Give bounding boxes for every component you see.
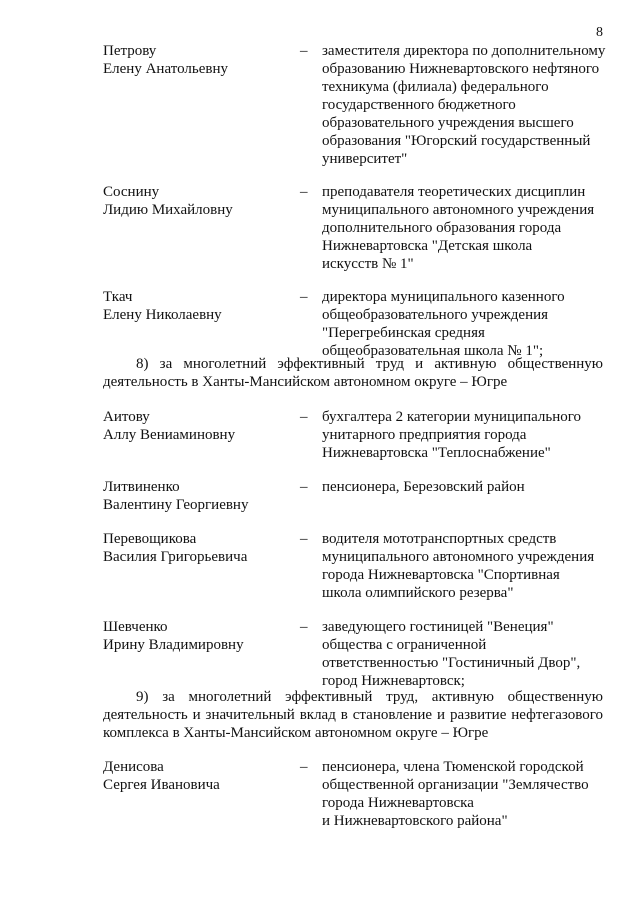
dash-separator: – (300, 531, 308, 547)
desc-line: пенсионера, Березовский район (322, 479, 525, 495)
position-description (322, 478, 612, 496)
person-name (103, 478, 298, 514)
given-names: Ирину Владимировну (103, 637, 244, 653)
clause-8-line-1: 8) за многолетний эффективный труд и активную общественную (136, 356, 603, 372)
given-names: Елену Николаевну (103, 307, 222, 323)
person-name (103, 530, 298, 566)
desc-line: общеобразовательная школа № 1"; (322, 343, 544, 359)
clause-9 (103, 688, 603, 742)
desc-line: общественной организации "Землячество (322, 777, 589, 793)
clause-8-line-2: деятельность в Ханты-Мансийском автономном округе – Югре (103, 374, 508, 390)
surname: Шевченко (103, 619, 168, 635)
desc-line: дополнительного образования города (322, 220, 562, 236)
desc-line: город Нижневартовск; (322, 673, 465, 689)
desc-line: преподавателя теоретических дисциплин (322, 184, 586, 200)
desc-line: общества с ограниченной (322, 637, 487, 653)
desc-line: школа олимпийского резерва" (322, 585, 514, 601)
desc-line: города Нижневартовска (322, 795, 474, 811)
desc-line: университет" (322, 151, 408, 167)
dash-separator: – (300, 43, 308, 59)
desc-line: бухгалтера 2 категории муниципального (322, 409, 582, 425)
position-description (322, 42, 612, 168)
given-names: Аллу Вениаминовну (103, 427, 236, 443)
desc-line: Нижневартовска "Теплоснабжение" (322, 445, 551, 461)
desc-line: образовательного учреждения высшего (322, 115, 574, 131)
desc-line: и Нижневартовского района" (322, 813, 508, 829)
person-name (103, 288, 298, 324)
position-description (322, 530, 612, 602)
surname: Денисова (103, 759, 164, 775)
dash-separator: – (300, 289, 308, 305)
clause-9-line-2: деятельность и значительный вклад в становление и развитие нефтегазового (103, 707, 603, 723)
desc-line: Нижневартовска "Детская школа (322, 238, 533, 254)
desc-line: техникума (филиала) федерального (322, 79, 549, 95)
given-names: Елену Анатольевну (103, 61, 228, 77)
desc-line: "Перегребинская средняя (322, 325, 485, 341)
person-name (103, 183, 298, 219)
desc-line: муниципального автономного учреждения (322, 202, 595, 218)
desc-line: заведующего гостиницей "Венеция" (322, 619, 554, 635)
desc-line: искусств № 1" (322, 256, 414, 272)
position-description (322, 288, 612, 360)
given-names: Сергея Ивановича (103, 777, 220, 793)
dash-separator: – (300, 409, 308, 425)
dash-separator: – (300, 759, 308, 775)
desc-line: муниципального автономного учреждения (322, 549, 595, 565)
clause-9-line-3: комплекса в Ханты-Мансийском автономном округе – Югре (103, 725, 489, 741)
page-number: 8 (596, 25, 603, 40)
clause-9-line-1: 9) за многолетний эффективный труд, активную общественную (136, 689, 603, 705)
desc-line: унитарного предприятия города (322, 427, 527, 443)
clause-8 (103, 355, 603, 391)
given-names: Лидию Михайловну (103, 202, 233, 218)
given-names: Василия Григорьевича (103, 549, 248, 565)
surname: Перевощикова (103, 531, 197, 547)
position-description (322, 758, 612, 830)
person-name (103, 758, 298, 794)
surname: Ткач (103, 289, 133, 305)
surname: Петрову (103, 43, 157, 59)
desc-line: образования "Югорский государственный (322, 133, 591, 149)
position-description (322, 183, 612, 273)
position-description (322, 618, 612, 690)
surname: Соснину (103, 184, 160, 200)
desc-line: пенсионера, члена Тюменской городской (322, 759, 584, 775)
surname: Аитову (103, 409, 150, 425)
desc-line: общеобразовательного учреждения (322, 307, 549, 323)
position-description (322, 408, 612, 462)
desc-line: директора муниципального казенного (322, 289, 565, 305)
dash-separator: – (300, 619, 308, 635)
given-names: Валентину Георгиевну (103, 497, 249, 513)
desc-line: образованию Нижневартовского нефтяного (322, 61, 600, 77)
surname: Литвиненко (103, 479, 180, 495)
desc-line: государственного бюджетного (322, 97, 516, 113)
desc-line: водителя мототранспортных средств (322, 531, 557, 547)
dash-separator: – (300, 479, 308, 495)
desc-line: заместителя директора по дополнительному (322, 43, 606, 59)
person-name (103, 42, 298, 78)
person-name (103, 408, 298, 444)
dash-separator: – (300, 184, 308, 200)
person-name (103, 618, 298, 654)
desc-line: ответственностью "Гостиничный Двор", (322, 655, 581, 671)
desc-line: города Нижневартовска "Спортивная (322, 567, 560, 583)
